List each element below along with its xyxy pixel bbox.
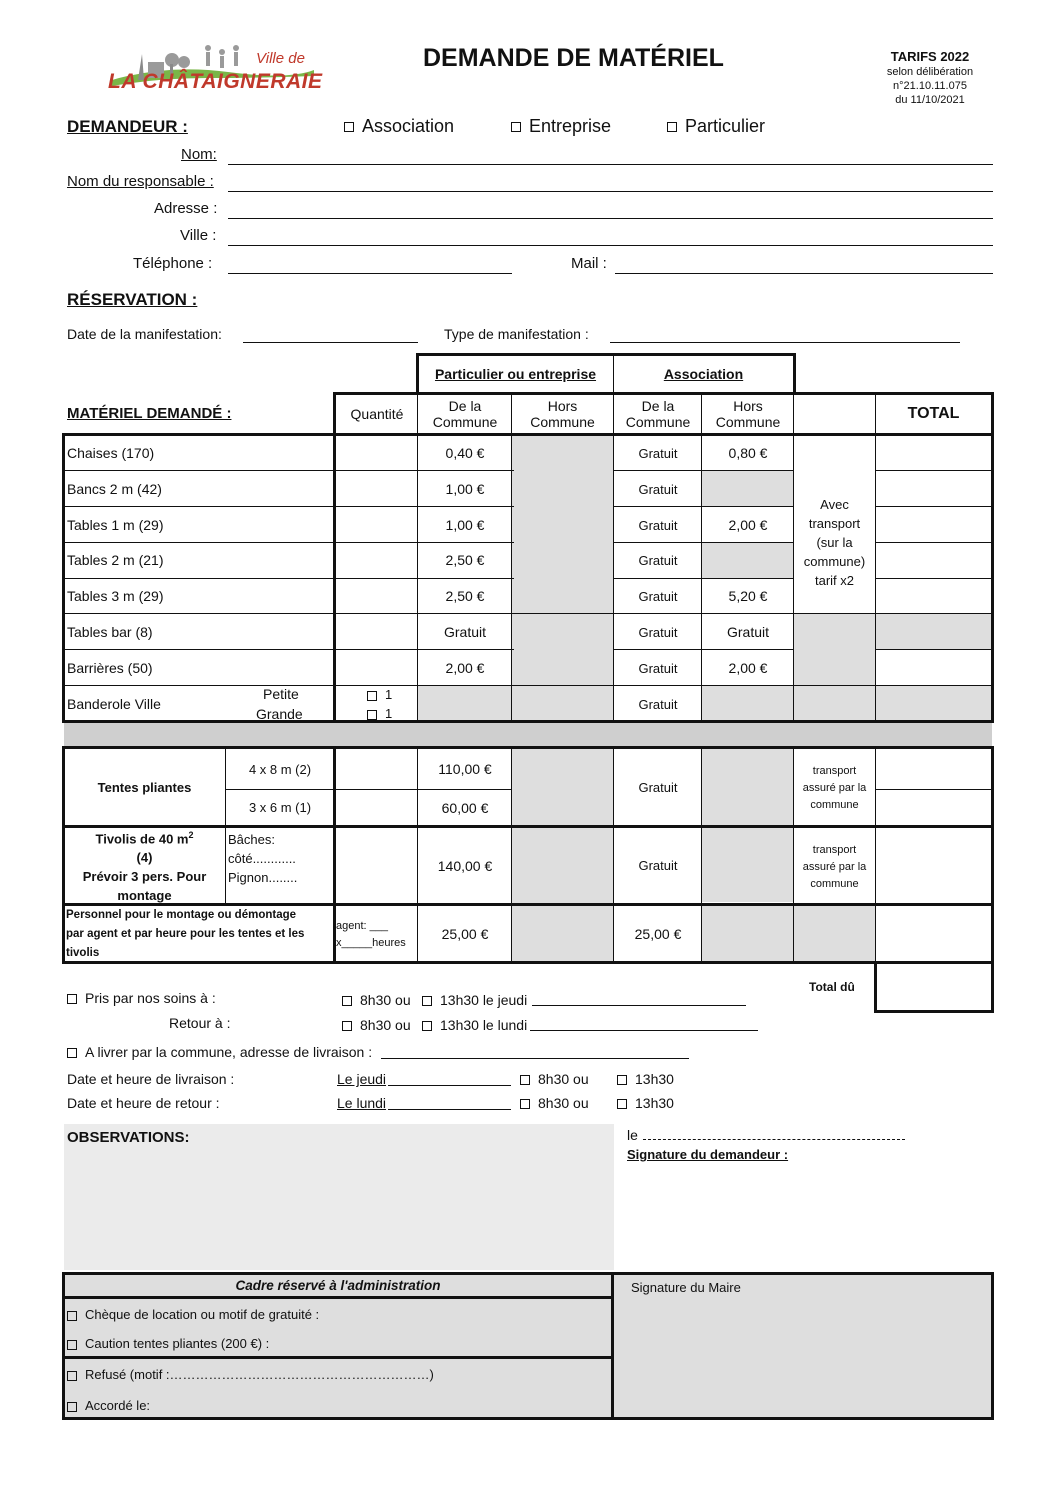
admin-cheque[interactable] [67,1307,319,1322]
tivolis-line-4: montage [117,888,172,904]
time-label: 13h30 [635,1071,674,1087]
reservation-label: RÉSERVATION : [67,290,198,309]
checkbox-icon[interactable] [617,1075,627,1085]
row-quantite-input[interactable] [336,650,417,686]
row-price-particulier: Gratuit [443,624,486,640]
tarifs-line-2: n°21.10.11.075 [893,80,967,92]
tivolis-line-3: Prévoir 3 pers. Pour [82,869,207,885]
tentes-transport [794,752,875,824]
row-price-association: Gratuit [638,445,678,461]
logo-big-text: LA CHÂTAIGNERAIE [108,70,323,93]
grey-cell-banderole-hors [702,686,794,722]
note-line: commune [810,877,859,890]
page-title: DEMANDE DE MATÉRIEL [423,44,724,72]
checkbox-icon[interactable] [67,1340,77,1350]
tivolis-line-1 [96,826,194,848]
border [875,394,876,722]
banderole-label: Banderole Ville [67,696,161,712]
row-quantite-input[interactable] [336,614,417,650]
livraison-adresse-field[interactable] [381,1058,689,1059]
tivolis-sup: 2 [188,829,194,840]
checkbox-icon[interactable] [342,996,352,1006]
col-p-de-la-commune [418,395,512,433]
row-quantite-input[interactable] [336,435,417,471]
grey-perso-transport [794,905,876,963]
admin-caution[interactable] [67,1336,269,1351]
border [991,392,994,723]
admin-refuse[interactable] [67,1367,434,1382]
observations-label: OBSERVATIONS: [67,1129,190,1146]
col-text: Commune [432,414,498,430]
checkbox-icon[interactable] [67,1048,77,1058]
cote-field[interactable]: côté............ [228,851,296,866]
row-materiel-name: Tables 3 m (29) [67,588,164,604]
row-price-particulier: 1,00 € [445,481,485,497]
retour2-8h30[interactable] [520,1095,589,1111]
row-materiel-name: Bancs 2 m (42) [67,481,162,497]
pris-date-field[interactable] [532,1005,746,1006]
heures-field[interactable]: x_____heures [336,937,406,949]
row-price-particulier: 2,50 € [445,588,485,604]
tentes-qty-input[interactable] [336,750,417,824]
admin-text: Chèque de location ou motif de gratuité : [85,1307,320,1322]
row-price-association: Gratuit [638,552,678,568]
col-total: TOTAL [907,405,960,422]
row-price-particulier: 0,40 € [445,445,485,461]
tente-3x6: 3 x 6 m (1) [248,800,312,815]
transport-note [794,471,875,613]
row-price-particulier: 2,50 € [445,552,485,568]
retour2-date-field[interactable] [388,1109,511,1110]
a-livrer[interactable] [67,1044,372,1060]
time-label: 8h30 ou [360,992,411,1008]
admin-text: Caution tentes pliantes (200 €) : [85,1336,270,1351]
row-price-association: Gratuit [638,660,678,676]
signature-maire-label: Signature du Maire [631,1280,741,1295]
note-line: (sur la [816,534,853,550]
tente-3x6-total-input[interactable] [876,790,991,825]
checkbox-icon[interactable] [520,1099,530,1109]
personnel-label [66,906,304,963]
perso-line: Personnel pour le montage ou démontage [66,909,297,921]
date-manifestation-label: Date de la manifestation: [67,326,222,342]
grey-cell-banderole-qte [418,686,512,722]
admin-accorde[interactable] [67,1398,150,1413]
checkbox-icon[interactable] [67,1371,77,1381]
col-text: Commune [530,414,595,430]
row-line [876,578,993,579]
border [62,1296,614,1299]
col-text: Commune [715,414,781,430]
col-p-hors-commune [512,395,613,433]
grey-perso-assoc-hors [702,905,794,963]
row-price-association-hors [702,471,794,507]
note-line: tarif x2 [814,572,854,588]
grey-tentes-hors [512,749,613,963]
note-line: transport [812,843,857,856]
type-manifestation-label: Type de manifestation : [444,326,589,342]
note-line: transport [808,515,861,531]
banderole-petite: Petite [263,686,299,702]
tente-4x8-price: 110,00 € [438,761,492,777]
le-jeudi: Le jeudi [337,1071,387,1087]
option-particulier-label: Particulier [685,116,766,136]
option-association-label: Association [362,116,455,136]
retour-date-field[interactable] [530,1030,758,1031]
tente-4x8-total-input[interactable] [876,750,991,788]
border [793,353,796,393]
tentes-assoc: Gratuit [638,779,678,795]
tentes-label: Tentes pliantes [97,779,192,795]
tivolis-label [64,828,225,903]
perso-line: tivolis [66,947,100,959]
banderole-grande: Grande [256,706,303,722]
tarifs-title: TARIFS 2022 [890,49,970,64]
telephone-label: Téléphone : [133,255,213,272]
pris-par-nos-soins[interactable] [67,990,216,1006]
checkbox-icon[interactable] [342,1021,352,1031]
row-quantite-input[interactable] [336,507,417,543]
row-quantite-input[interactable] [336,542,417,578]
time-label: 13h30 [635,1095,674,1111]
banderole-assoc: Gratuit [638,696,678,712]
demandeur-label: DEMANDEUR : [67,117,188,136]
note-line: assuré par la [802,860,867,873]
le-date-field[interactable] [643,1139,905,1140]
baches-label: Bâches: [228,832,275,847]
row-price-association: Gratuit [638,481,678,497]
border [991,746,994,964]
checkbox-icon[interactable] [67,1311,77,1321]
checkbox-icon[interactable] [367,710,377,720]
tivolis-price: 140,00 € [437,857,493,874]
border [611,1272,614,1420]
group-association: Association [663,366,744,382]
date-retour-label: Date et heure de retour : [67,1095,220,1111]
retour-13h30[interactable] [422,1017,527,1033]
livraison-date-field[interactable] [388,1085,511,1086]
checkbox-icon[interactable] [422,996,432,1006]
livraison-8h30[interactable] [520,1071,589,1087]
time-label: 13h30 le jeudi [440,992,528,1008]
date-livraison-label: Date et heure de livraison : [67,1071,235,1087]
col-a-hors-commune [702,395,794,433]
pris-label: Pris par nos soins à : [85,990,216,1006]
personnel-qty[interactable] [336,918,406,952]
note-line: assuré par la [802,781,867,794]
row-materiel-name: Chaises (170) [67,445,155,461]
row-materiel-name: Tables 1 m (29) [67,517,164,533]
admin-text: Refusé (motif :……………………………………………………) [85,1367,434,1382]
le-label: le [627,1127,638,1143]
pignon-field[interactable]: Pignon........ [228,870,298,885]
adresse-label: Adresse : [154,200,218,217]
row-quantite-input[interactable] [336,578,417,614]
retour2-13h30[interactable] [617,1095,674,1111]
total-du-input[interactable] [874,963,994,1013]
livraison-13h30[interactable] [617,1071,674,1087]
qty-text: 1 [385,687,393,702]
col-text: Hors [733,398,763,414]
livrer-label: A livrer par la commune, adresse de livraison : [85,1044,373,1060]
row-price-association-hors: Gratuit [726,624,769,640]
col-a-de-la-commune [614,395,702,433]
nom-label: Nom: [181,146,217,163]
row-price-association-hors: 2,00 € [728,660,768,676]
admin-title: Cadre réservé à l'administration [235,1277,441,1293]
ville-label: Ville : [180,227,217,244]
tarifs-line-3: du 11/10/2021 [895,94,965,106]
note-line: Avec [820,496,849,512]
option-entreprise-label: Entreprise [529,116,612,136]
row-price-association-hors: 0,80 € [728,445,768,461]
row-price-association: Gratuit [638,588,678,604]
grey-cell-transport-col [794,614,876,722]
checkbox-icon[interactable] [422,1021,432,1031]
signature-demandeur-label: Signature du demandeur : [627,1147,789,1162]
materiel-label: MATÉRIEL DEMANDÉ : [67,405,232,422]
responsable-label: Nom du responsable : [67,173,214,190]
grey-col-hors-particulier [512,435,613,722]
le-lundi: Le lundi [337,1095,387,1111]
row-materiel-name: Tables 2 m (21) [67,552,164,568]
col-quantite: Quantité [350,406,404,422]
banderole-grande-qty[interactable] [367,706,392,721]
tente-4x8: 4 x 8 m (2) [248,761,312,777]
checkbox-icon[interactable] [67,994,77,1004]
grey-cell-banderole-total [876,686,992,722]
separator-band [64,722,992,746]
row-line [876,649,993,650]
row-line [876,542,993,543]
col-text: Hors [547,398,578,414]
row-price-association: Gratuit [638,624,678,640]
row-price-particulier: 2,00 € [445,660,485,676]
tivolis-line-2: (4) [136,850,153,866]
total-du-label: Total dû [809,980,855,994]
col-text: De la [641,398,675,414]
retour-8h30[interactable] [342,1017,411,1033]
perso-line: par agent et par heure pour les tentes et les [66,928,305,940]
personnel-assoc: 25,00 € [634,925,682,942]
checkbox-icon[interactable] [367,691,377,701]
tivolis-baches [228,830,297,887]
checkbox-icon[interactable] [67,1402,77,1412]
group-particulier: Particulier ou entreprise [434,366,597,382]
row-price-association: Gratuit [638,517,678,533]
col-text: Commune [625,414,691,430]
time-label: 8h30 ou [360,1017,411,1033]
banderole-petite-qty[interactable] [367,687,392,702]
logo-small-text: Ville de [256,50,305,67]
personnel-price: 25,00 € [441,925,489,942]
checkbox-icon[interactable] [520,1075,530,1085]
note-line: commune) [803,553,866,569]
agent-field[interactable]: agent: ___ [336,920,388,932]
tivolis-transport [794,831,875,903]
checkbox-icon[interactable] [617,1099,627,1109]
admin-text: Accordé le: [85,1398,151,1413]
tivolis-assoc: Gratuit [638,858,678,873]
pris-13h30[interactable] [422,992,527,1008]
row-materiel-name: Tables bar (8) [67,624,153,640]
row-price-particulier: 1,00 € [445,517,485,533]
time-label: 8h30 ou [538,1071,589,1087]
note-line: transport [812,764,857,777]
note-line: commune [810,798,859,811]
row-price-association-hors: 2,00 € [728,517,768,533]
grey-cell-tablesbar-total [876,614,992,650]
time-label: 13h30 le lundi [440,1017,528,1033]
retour-label: Retour à : [169,1015,231,1031]
border [62,1356,614,1359]
row-materiel-name: Barrières (50) [67,660,153,676]
row-price-association-hors: 5,20 € [728,588,768,604]
col-text: De la [448,398,482,414]
qty-text: 1 [385,706,393,721]
row-line [876,470,993,471]
row-price-association-hors [702,542,794,578]
tente-3x6-price: 60,00 € [441,799,489,816]
row-line [876,506,993,507]
tivolis-text: Tivolis de 40 m [95,831,189,847]
tarifs-line-1: selon délibération [886,66,974,78]
mail-label: Mail : [571,255,607,272]
time-label: 8h30 ou [538,1095,589,1111]
row-quantite-input[interactable] [336,471,417,507]
pris-8h30[interactable] [342,992,411,1008]
